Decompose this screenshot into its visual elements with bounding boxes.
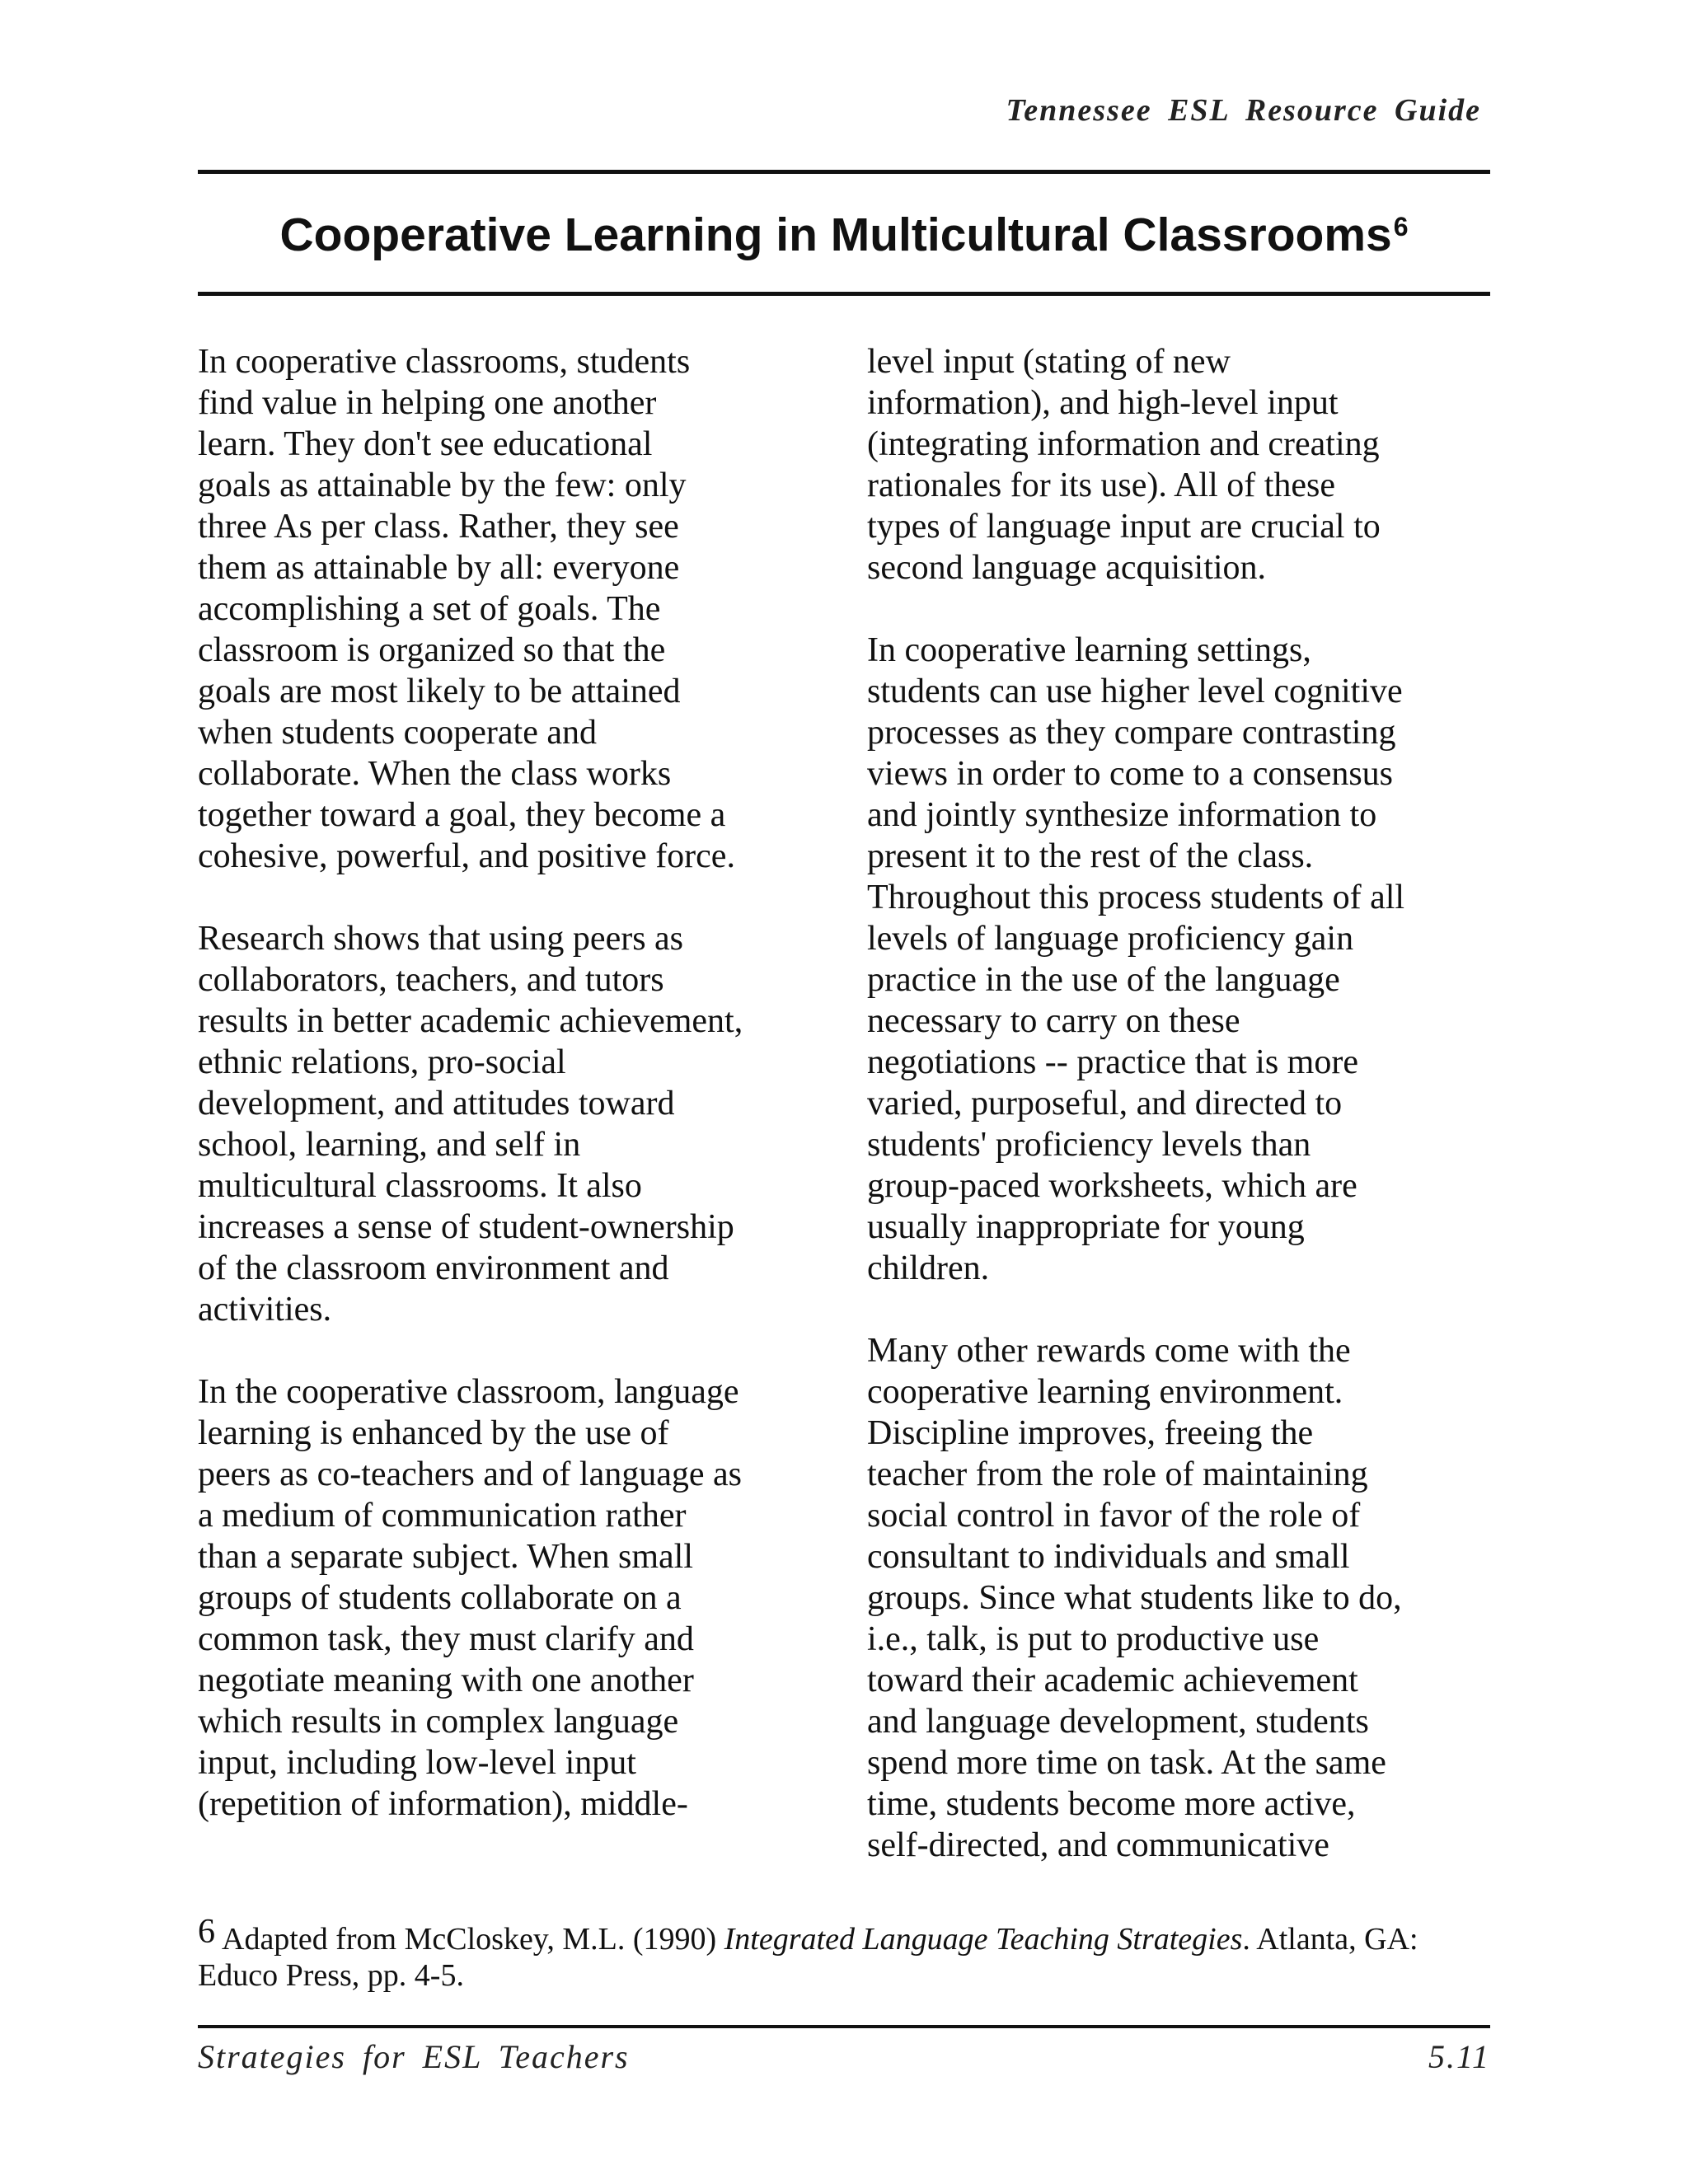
page-title-text: Cooperative Learning in Multicultural Classrooms (279, 209, 1392, 261)
footer-rule (198, 2025, 1490, 2028)
footnote (198, 1914, 1490, 1994)
footnote-text-end: . Atlanta, GA: Educo Press, pp. 4-5. (198, 1922, 1418, 1993)
paragraph: Many other rewards come with the cooperative learning environment. Discipline improves, freeing the teacher from the role of maintaining social control in favor of the role of consultant to individuals and small groups. Since what students like to do, i.e., talk, is put to productive use toward their academic achievement and language development, students spend more time on task. At the same time, students become more active, self-directed, and communicative (867, 1332, 1402, 1864)
left-column (198, 341, 824, 1825)
footer-section-title: Strategies for ESL Teachers (198, 2038, 630, 2075)
footnote-marker: 6 (198, 1913, 215, 1951)
footnote-book-title: Integrated Language Teaching Strategies (724, 1922, 1243, 1957)
top-rule (198, 170, 1490, 174)
footnote-text: Adapted from McCloskey, M.L. (1990) (222, 1922, 724, 1957)
paragraph: In cooperative classrooms, students find value in helping one another learn. They don't see educational goals as attainable by the few: only three As per class. Rather, they see them as attainable by all: everyone accomplishing a set of goals. The classroom is organized so that the goals are most likely to be attained when students cooperate and collaborate. When the class works together toward a goal, they become a cohesive, powerful, and positive force. (198, 343, 735, 875)
page-number: 5.11 (1428, 2038, 1490, 2075)
title-footnote-ref: 6 (1393, 212, 1409, 241)
right-column (867, 341, 1493, 1866)
page-title (198, 198, 1490, 264)
paragraph: level input (stating of new information), and high-level input (integrating information and creating rationales for its use). All of these types of language input are crucial to second language acquisition. (867, 343, 1381, 587)
paragraph: In the cooperative classroom, language learning is enhanced by the use of peers as co-teachers and of language as a medium of communication rather than a separate subject. When small groups of students collaborate on a common task, they must clarify and negotiate meaning with one another which results in complex language input, including low-level input (repetition of information), middle- (198, 1373, 743, 1823)
title-rule (198, 292, 1490, 296)
paragraph: In cooperative learning settings, students can use higher level cognitive processes as they compare contrasting views in order to come to a consensus and jointly synthesize information to present it to the rest of the class. Throughout this process students of all levels of language proficiency gain practice in the use of the language necessary to carry on these negotiations -- practice that is more varied, purposeful, and directed to students' proficiency levels than group-paced worksheets, which are usually inappropriate for young children. (867, 631, 1405, 1287)
page-footer (198, 2037, 1490, 2076)
running-head: Tennessee ESL Resource Guide (1006, 93, 1481, 128)
paragraph: Research shows that using peers as collaborators, teachers, and tutors results in better academic achievement, ethnic relations, pro-social development, and attitudes toward school, learning, and self in multicultural classrooms. It also increases a sense of student-ownership of the classroom environment and activities. (198, 920, 743, 1329)
